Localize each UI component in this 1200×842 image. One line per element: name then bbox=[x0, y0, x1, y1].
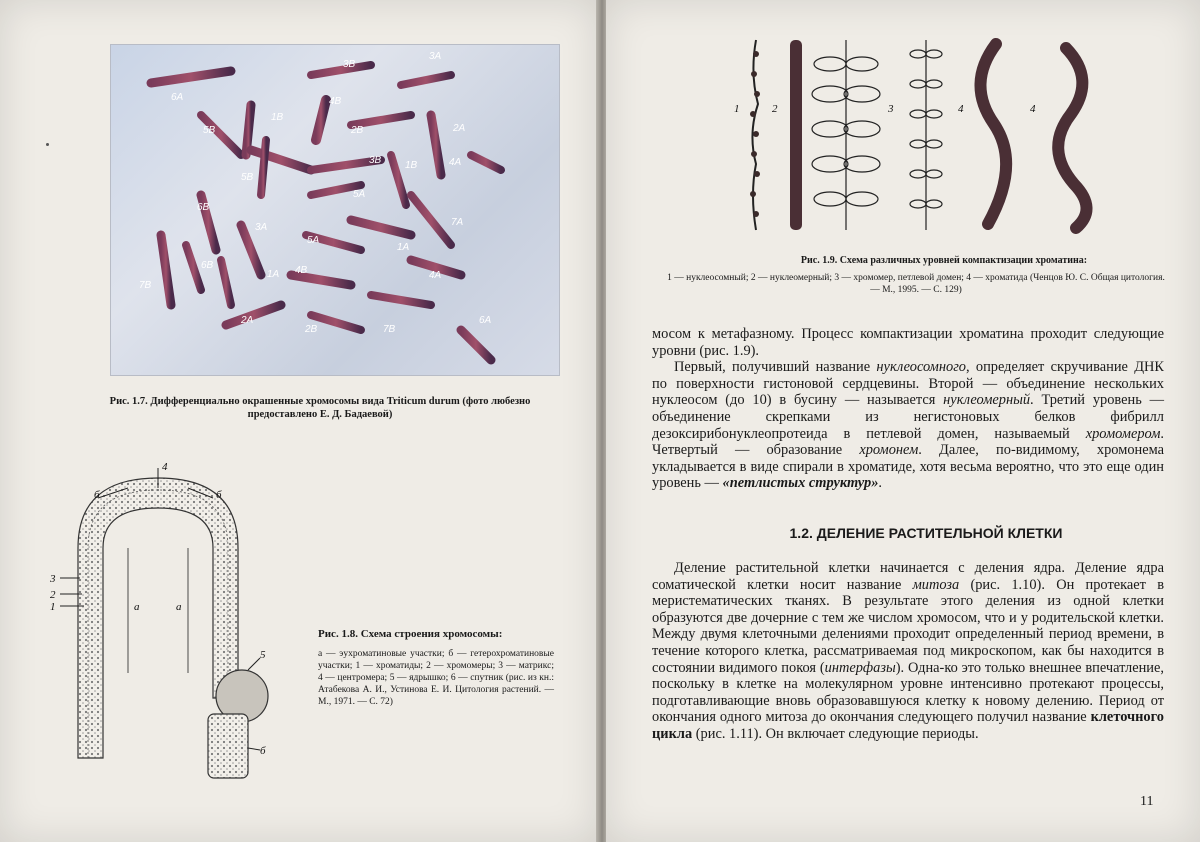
fig19-caption-title: Рис. 1.9. Схема различных уровней компактизации хроматина: bbox=[800, 255, 1088, 266]
fig17-label: 6А bbox=[479, 315, 492, 326]
body-text-bottom bbox=[652, 560, 1164, 743]
fig17-label: 5В bbox=[203, 125, 216, 136]
speck bbox=[46, 143, 49, 146]
fig17-label: 7А bbox=[451, 217, 464, 228]
fig18-label: 1 bbox=[50, 601, 56, 613]
fig18-label: 4 bbox=[162, 461, 168, 473]
fig19-label: 3 bbox=[888, 103, 894, 115]
fig17-label: 2А bbox=[241, 315, 254, 326]
fig17-label: 4А bbox=[449, 157, 462, 168]
fig18-label: 3 bbox=[50, 573, 56, 585]
body-text-top bbox=[652, 326, 1164, 492]
fig17-label: 3В bbox=[343, 59, 356, 70]
fig19-chromatin-diagram bbox=[726, 34, 1146, 234]
fig18-label: 5 bbox=[260, 649, 266, 661]
fig18-label: а bbox=[176, 601, 182, 613]
fig17-label: 1А bbox=[267, 269, 280, 280]
fig17-photo bbox=[110, 44, 560, 376]
fig17-label: 5А bbox=[353, 189, 366, 200]
fig17-label: 2А bbox=[453, 123, 466, 134]
paragraph: Первый, получивший название нуклеосомного, определяет скручивание ДНК по поверхности гистоновой сердцевины. Второй — объединение нескольких нуклеосом (до 10) в бусину — называется нуклеомерный. Третий уровень — объединение скрепками из негистоновых белков фибрилл дезоксирибонуклеопротеида в петлевой домен, называемый хромомером. Четвертый — образование хромонем. Далее, по-видимому, хромонема укладывается в виде спирали в хроматиде, хотя весьма вероятно, что это еще один уровень — «петлистых структур». bbox=[652, 359, 1164, 492]
right-page bbox=[606, 0, 1200, 842]
fig17-label: 6В bbox=[197, 202, 210, 213]
fig17-label: 2В bbox=[351, 125, 364, 136]
chromosome-photo-drawing bbox=[111, 45, 559, 375]
fig17-label: 4В bbox=[295, 265, 308, 276]
page-number: 11 bbox=[1140, 794, 1154, 809]
fig17-label: 5А bbox=[307, 235, 320, 246]
fig18-label: а bbox=[134, 601, 140, 613]
fig18-caption-body: а — эухроматиновые участки; б — гетерохроматиновые участки; 1 — хроматиды; 2 — хромомеры; 3 — матрикс; 4 — центромера; 5 — ядрышко; 6 — спутник (рис. из кн.: Атабекова А. И., Устинова Е. И. Цитология растений. — М., 1971. — С. 72) bbox=[318, 649, 554, 707]
fig17-label: 3А bbox=[429, 51, 442, 62]
fig19-label: 4 bbox=[958, 103, 964, 115]
fig17-label: 1А bbox=[397, 242, 410, 253]
fig18-chromosome-diagram bbox=[48, 458, 288, 793]
fig19-caption-body: 1 — нуклеосомный; 2 — нуклеомерный; 3 — хромомер, петлевой домен; 4 — хроматида (Ченцов Ю. С. Общая цитология. — М., 1995. — С. 129) bbox=[667, 273, 1165, 295]
fig17-label: 2В bbox=[305, 324, 318, 335]
fig17-label: 6А bbox=[171, 92, 184, 103]
fig17-label: 3В bbox=[369, 155, 382, 166]
fig17-label: 4В bbox=[329, 96, 342, 107]
fig17-label: 1В bbox=[405, 160, 418, 171]
fig17-label: 6В bbox=[201, 260, 214, 271]
fig17-label: 7В bbox=[383, 324, 396, 335]
section-heading: 1.2. ДЕЛЕНИЕ РАСТИТЕЛЬНОЙ КЛЕТКИ bbox=[789, 525, 1063, 541]
fig17-label: 3А bbox=[255, 222, 268, 233]
fig18-label: б bbox=[260, 745, 266, 757]
fig17-label: 5В bbox=[241, 172, 254, 183]
fig17-label: 7В bbox=[139, 280, 152, 291]
fig18-label: б bbox=[216, 489, 222, 501]
fig19-label: 1 bbox=[734, 103, 740, 115]
paragraph: Деление растительной клетки начинается с деления ядра. Деление ядра соматической клетки носит название митоза (рис. 1.10). Он протекает в меристематических тканях. В результате этого деления из одной клетки образуются две дочерние с тем же числом хромосом, что и у родительской клетки. Между двумя клеточными делениями проходит определенный период времени, в течение которого клетка, рассматриваемая под микроскопом, как бы находится в состоянии видимого покоя (интерфазы). Одна-ко это только внешнее впечатление, поскольку в клетке на молекулярном уровне интенсивно протекают процессы, подготавливающие вновь образовавшуюся клетку к новому делению. Период от окончания одного митоза до окончания следующего получил название клеточного цикла (рис. 1.11). Он включает следующие периоды. bbox=[652, 560, 1164, 742]
fig18-label: 2 bbox=[50, 589, 56, 601]
fig18-caption-title: Рис. 1.8. Схема строения хромосомы: bbox=[318, 628, 503, 640]
fig17-label: 4А bbox=[429, 270, 442, 281]
fig17-label: 1В bbox=[271, 112, 284, 123]
fig18-label: б bbox=[94, 489, 100, 501]
fig19-label: 2 bbox=[772, 103, 778, 115]
paragraph: мосом к метафазному. Процесс компактизации хроматина проходит следующие уровни (рис. 1.9). bbox=[652, 326, 1164, 359]
fig17-caption: Рис. 1.7. Дифференциально окрашенные хромосомы вида Triticum durum (фото любезно предоставлено Е. Д. Бадаевой) bbox=[109, 396, 531, 420]
fig19-label: 4 bbox=[1030, 103, 1036, 115]
left-page bbox=[0, 0, 598, 842]
